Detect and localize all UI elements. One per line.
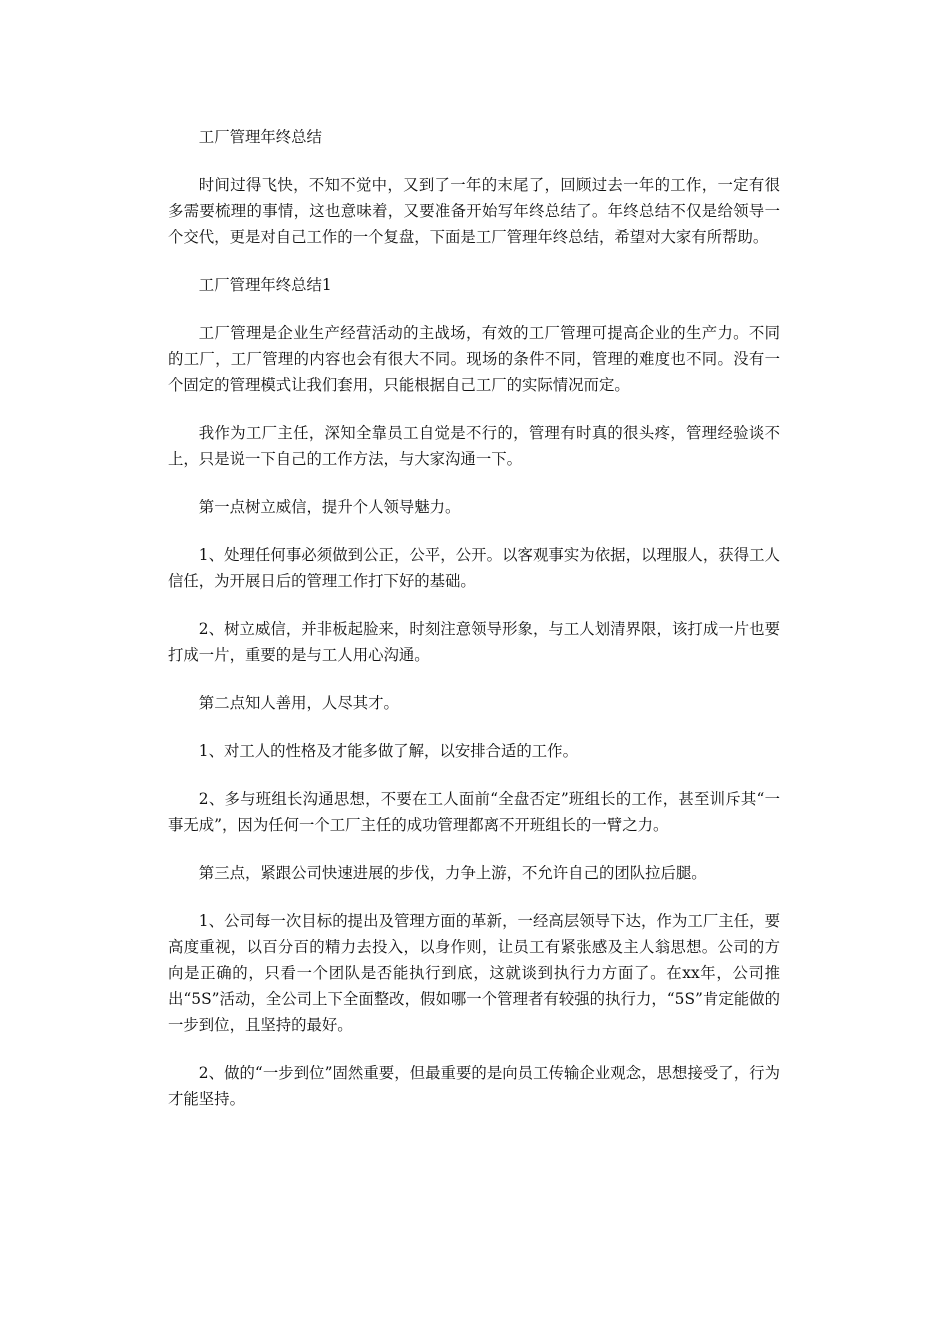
list-item: 1、公司每一次目标的提出及管理方面的革新，一经高层领导下达，作为工厂主任，要高度重视，以百分百的精力去投入，以身作则，让员工有紧张感及主人翁思想。公司的方向是正确的，只看一个团队是否能执行到底，这就谈到执行力方面了。在xx年，公司推出“5S”活动，全公司上下全面整改，假如哪一个管理者有较强的执行力，“5S”肯定能做的一步到位，且坚持的最好。 (168, 912, 780, 1034)
list-item: 2、做的“一步到位”固然重要，但最重要的是向员工传输企业观念，思想接受了，行为才能坚持。 (168, 1064, 780, 1108)
list-item: 2、树立威信，并非板起脸来，时刻注意领导形象，与工人划清界限，该打成一片也要打成一片，重要的是与工人用心沟通。 (168, 620, 780, 664)
point-heading-1: 第一点树立威信，提升个人领导魅力。 (198, 498, 461, 516)
body-paragraph: 工厂管理是企业生产经营活动的主战场，有效的工厂管理可提高企业的生产力。不同的工厂，工厂管理的内容也会有很大不同。现场的条件不同，管理的难度也不同。没有一个固定的管理模式让我们套用，只能根据自己工厂的实际情况而定。 (168, 324, 780, 394)
body-paragraph: 我作为工厂主任，深知全靠员工自觉是不行的，管理有时真的很头疼，管理经验谈不上，只是说一下自己的工作方法，与大家沟通一下。 (168, 424, 780, 468)
document-page (168, 124, 780, 1134)
intro-paragraph: 时间过得飞快，不知不觉中，又到了一年的末尾了，回顾过去一年的工作，一定有很多需要梳理的事情，这也意味着，又要准备开始写年终总结了。年终总结不仅是给领导一个交代，更是对自己工作的一个复盘，下面是工厂管理年终总结，希望对大家有所帮助。 (168, 176, 780, 246)
point-heading-3: 第三点，紧跟公司快速进展的步伐，力争上游，不允许自己的团队拉后腿。 (198, 864, 707, 882)
document-title: 工厂管理年终总结 (198, 128, 322, 146)
section-heading-1: 工厂管理年终总结1 (198, 276, 332, 294)
list-item: 1、对工人的性格及才能多做了解，以安排合适的工作。 (198, 742, 578, 760)
list-item: 1、处理任何事必须做到公正，公平，公开。以客观事实为依据，以理服人，获得工人信任，为开展日后的管理工作打下好的基础。 (168, 546, 780, 590)
list-item: 2、多与班组长沟通思想，不要在工人面前“全盘否定”班组长的工作，甚至训斥其“一事无成”，因为任何一个工厂主任的成功管理都离不开班组长的一臂之力。 (168, 790, 780, 834)
point-heading-2: 第二点知人善用，人尽其才。 (198, 694, 399, 712)
